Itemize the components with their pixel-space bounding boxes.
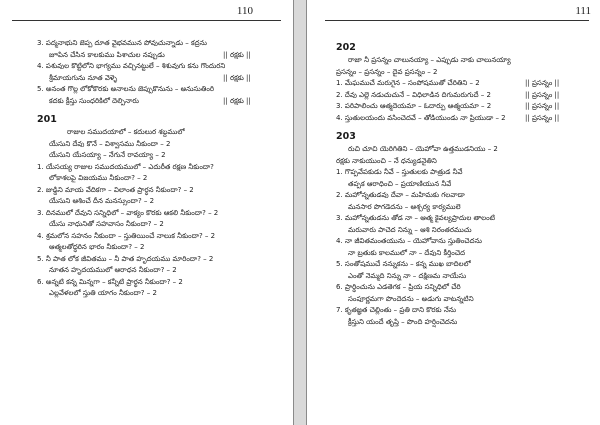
verse-line: నా బ్రతుకు కాలములో నా – దేవుని కీర్తించెద xyxy=(348,248,466,257)
verse-line: 3. పరిపాలించు ఆత్మదెయమా – ఓదార్పు ఆత్మయమా – 2 || ప్రసన్నం || xyxy=(336,101,586,113)
verse-line: జూపిన చేసిన కాలకుము పిశాచుల నప్పుడు || రక్షకు || xyxy=(37,50,576,62)
header-rule xyxy=(325,20,589,21)
verse-line: సంపూర్ణమగా పొందెదను – అడుగు వాటన్నటిని xyxy=(348,294,474,303)
hymn-number: 202 xyxy=(336,42,356,53)
page-number: 111 xyxy=(575,5,591,17)
verse-line: నూతన హృదయములో ఆరాధన నీకుందా? – 2 xyxy=(49,266,177,274)
verse-line: 5. సంతోషముచే నన్నుకను – కన్న ముఖ బాదిలలో xyxy=(336,260,471,268)
verse-line: 6. ప్రార్థించును ఎడతెగక – ప్రియ సన్నిధిలో చేరి xyxy=(336,283,461,291)
verse-line: ఎల్లవేళలలో స్తుతి యాగం నీకుందా? – 2 xyxy=(49,289,157,297)
verse-line: క్రీస్తుని యందే తృప్తి – పొంది హర్షించెదను xyxy=(348,317,458,326)
verse-line: తప్పక ఆరాధించి – ప్రయాణియున నీవే xyxy=(348,179,452,188)
verse-line: కదకు క్రీస్తు సుంధరికిలో దెల్పినారు || రక్షకు || xyxy=(37,96,576,108)
refrain-marker: || ప్రసన్నం || xyxy=(525,102,560,110)
verse-line: 5. అనంత గొల్ల లోకోకొరకు అనాలను జెప్పుకొనును – అనుసుతింరి xyxy=(37,85,215,93)
verse-line: ఎంతో నెమ్మది నిన్ను నా – దక్షిణమ నాయేసు xyxy=(348,271,467,280)
refrain-marker: || రక్షకు || xyxy=(223,73,251,82)
verse-line: ఆత్మలతోద్ధరిన భారం నీకుందా? – 2 xyxy=(49,243,145,251)
chorus-line: రక్షకు నాకుయుంచి – నే ధన్యుడనైతిని xyxy=(336,156,437,165)
verse-line: 5. నీ పాత లోక జీవితము – నీ పాత హృదయము మారిందా? – 2 xyxy=(37,254,214,263)
verse-line: 1. మేఘముచే మరుగైన – సంపోషముతో చేరితిని – 2 || ప్రసన్నం || xyxy=(336,78,586,90)
chorus-line: ప్రసన్నం – ప్రసన్నం – దైవ ప్రసన్నం – 2 xyxy=(336,67,438,76)
refrain-marker: || ప్రసన్నం || xyxy=(525,79,560,87)
verse-line: 1. గొప్పవేపకుడు నీవే – స్తుతులకు పాత్రుడ నీవే xyxy=(336,168,463,176)
verse-line: 4. నా జీవితమంతయును – యెహోవాను స్తుతించెదను xyxy=(336,237,482,245)
header-rule xyxy=(12,20,281,21)
refrain-marker: || రక్షకు || xyxy=(223,50,251,59)
refrain-marker: || రక్షకు || xyxy=(223,96,251,105)
refrain-marker: || ప్రసన్నం || xyxy=(525,113,560,122)
verse-line: మనసార పొగడెదను – ఆశ్చర్య కార్యములె xyxy=(348,202,461,211)
chorus-line: రాజా నీ ప్రసన్నం చాలునయ్యా – ఎప్పుడు నాకు చాలునయ్యా xyxy=(348,56,511,64)
chorus-line: రాజుల సముదయాలో – కదులుర శబ్దములో xyxy=(67,128,185,136)
verse-line: 4. శ్రమలోన సహనం నీకుందా – స్తుతియించే నాలుక నీకుందా? – 2 xyxy=(37,231,216,240)
verse-line: 7. కృతజ్ఞత చెల్లింతు – ప్రతి దాని కొరకు నేను xyxy=(336,306,457,314)
right-page-text xyxy=(336,40,586,328)
hymn-number: 201 xyxy=(37,114,57,125)
verse-line: 1. యేసయ్య రాజుల సముదయములో – ఎదురీత రక్షణ నీకుందా? xyxy=(37,162,214,171)
verse-line: శ్రీమాయగును నూత వెళ్ళె || రక్షకు || xyxy=(37,73,576,85)
verse-line: 2. దేవు ఎల్లె నడుచుచునే – విధిలాడిన దిగుమరుగుదే – 2 || ప్రసన్నం || xyxy=(336,90,586,102)
verse-line: 3. మహోన్నతుడను తోడ నా – ఆత్మ కైవల్యప్రాదుల తాలంటి xyxy=(336,214,496,222)
verse-line: 4. స్తుతులయందు వసించెదవే – తోడియుండు నా ప్రియుడా – 2 || ప్రసన్నం || xyxy=(336,113,586,125)
chorus-line: యేసుని దేవు కొనే – విశ్వాసము నీకుందా – 2 xyxy=(49,139,171,148)
verse-line: 3. పద్మనాభుని జెప్ప దూత వైభవమున పోవుచున్నాడు – కద్రను xyxy=(37,39,207,47)
verse-line: మరువారు పాచెద నిన్ను – ఆశి నిరంతరముచు xyxy=(348,225,472,234)
refrain-marker: || ప్రసన్నం || xyxy=(525,90,560,99)
verse-line: 4. పశువుల కొట్టిలోని భాగ్యము వచ్చినట్టులే – శిశువుగు కను గొందురని xyxy=(37,62,226,70)
verse-line: యేసుని ఆశించే దీన మనస్సుందా? – 2 xyxy=(49,197,155,205)
chorus-line: యేసుని యేసయ్యా – నేగునే రావయ్యా – 2 xyxy=(49,151,166,159)
chorus-line: రుచి చూచి యెరిగితిని – యెహోవా ఉత్తముడనియు – 2 xyxy=(348,145,498,153)
verse-line: యేసు నాధునితో సహవాసం నీకుందా? – 2 xyxy=(49,220,164,228)
hymn-number: 203 xyxy=(336,131,356,142)
verse-line: లోకాశలపై విజయము నీకుందా? – 2 xyxy=(49,174,148,182)
verse-line: 2. జుడ్డిని మాయ వేదికగా – విలాంత ప్రార్ధన నీకుందా? – 2 xyxy=(37,185,194,194)
verse-line: 6. అన్నటి కన్న మిన్నగా – కన్నీటి ప్రార్థన నీకుందా? – 2 xyxy=(37,277,183,286)
verse-line: 2. మహోన్నతుడవు దేవా – మహిమకు గలవాడా xyxy=(336,191,465,199)
verse-line: 3. దినములో దేవుని సన్నిధిలో – వాక్యం కొరకు ఆకలి నీకుందా? – 2 xyxy=(37,208,219,217)
page-number: 110 xyxy=(236,5,253,17)
